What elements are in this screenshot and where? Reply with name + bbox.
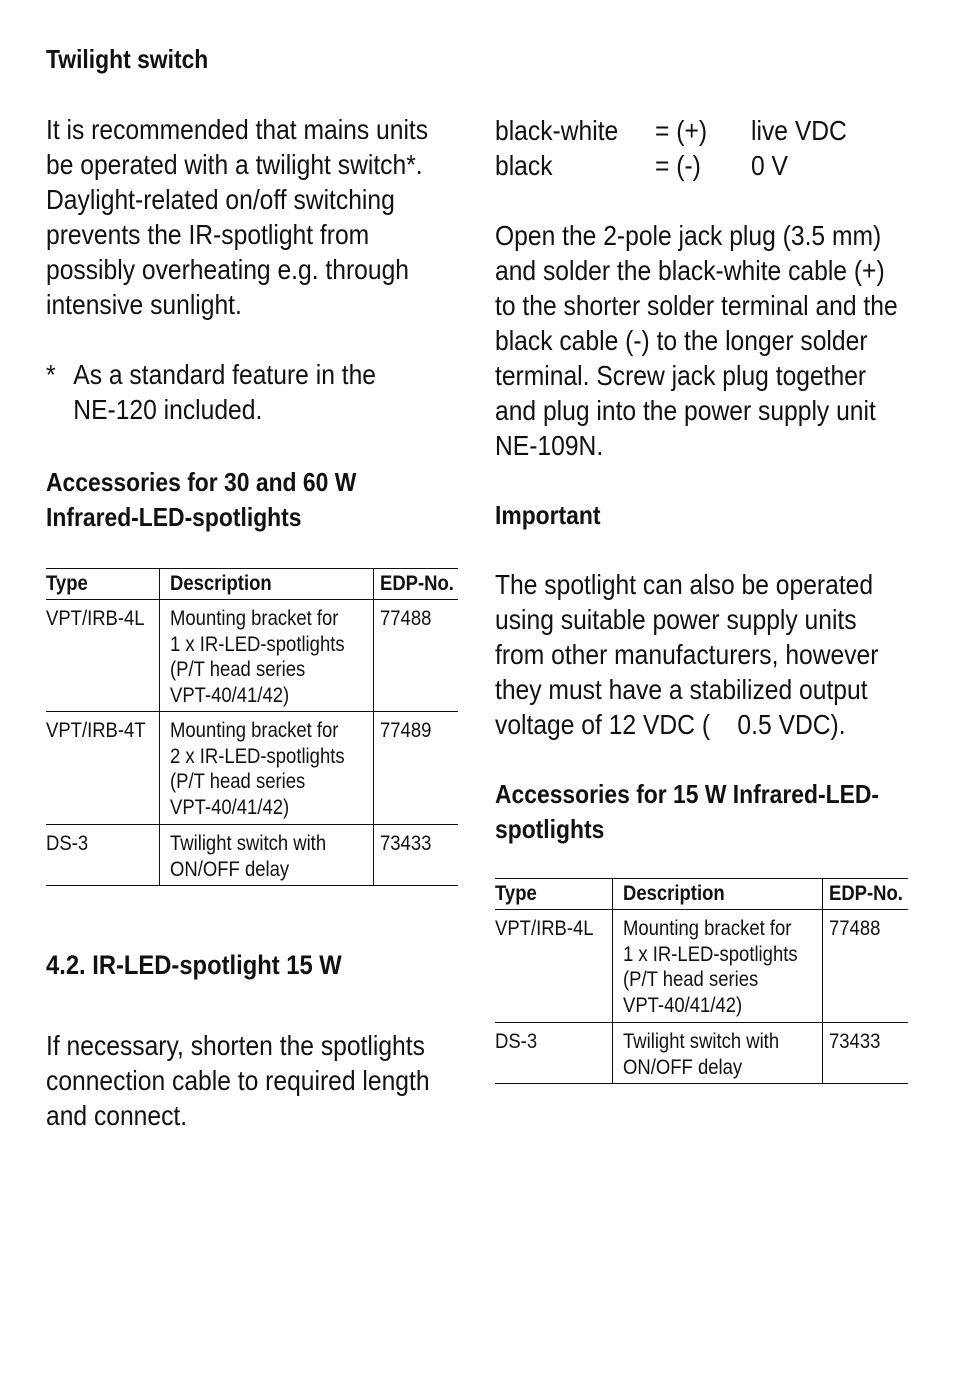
- text-line: to the shorter solder terminal and the: [495, 290, 898, 321]
- column-header-description: Description: [159, 569, 373, 600]
- column-header-edp-no: EDP-No.: [373, 569, 458, 600]
- text-line: possibly overheating e.g. through: [46, 254, 409, 285]
- cell-type: VPT/IRB-4L: [495, 910, 612, 1023]
- cell-edp-no: 77488: [822, 910, 908, 1023]
- column-header-edp-no: EDP-No.: [822, 879, 908, 910]
- table-header-row: [495, 879, 908, 910]
- text-line: using suitable power supply units: [495, 604, 857, 635]
- accessories-heading-15w: [495, 777, 879, 847]
- table-row: [46, 825, 458, 886]
- text-line: voltage of 12 VDC ( 0.5 VDC).: [495, 709, 846, 740]
- text-line: terminal. Screw jack plug together: [495, 360, 867, 391]
- jack-plug-paragraph: [495, 218, 898, 463]
- wiring-meaning: 0 V: [751, 150, 788, 181]
- important-paragraph: [495, 567, 878, 742]
- wiring-cable: black: [495, 150, 553, 181]
- text-line: and plug into the power supply unit: [495, 395, 876, 426]
- column-header-description: Description: [612, 879, 822, 910]
- cell-description: Mounting bracket for 1 x IR-LED-spotlights (P/T head series VPT-40/41/42): [159, 600, 373, 712]
- text-line: If necessary, shorten the spotlights: [46, 1030, 425, 1061]
- cell-type: VPT/IRB-4L: [46, 600, 159, 712]
- wiring-cable: black-white: [495, 115, 619, 146]
- twilight-switch-heading: Twilight switch: [46, 44, 209, 74]
- accessories-table-15w: [495, 878, 908, 1084]
- cell-description: Twilight switch with ON/OFF delay: [159, 825, 373, 886]
- table-row: [46, 712, 458, 825]
- text-line: As a standard feature in the: [73, 359, 376, 390]
- heading-line: Accessories for 30 and 60 W: [46, 467, 357, 497]
- footnote: [46, 357, 409, 427]
- text-line: and solder the black-white cable (+): [495, 255, 885, 286]
- heading-line: spotlights: [495, 814, 605, 844]
- heading-line: Infrared-LED-spotlights: [46, 502, 302, 532]
- wiring-legend: [495, 113, 908, 183]
- cell-edp-no: 73433: [822, 1023, 908, 1084]
- accessories-heading-30-60w: [46, 465, 356, 535]
- important-heading: Important: [495, 500, 601, 530]
- heading-line: Accessories for 15 W Infrared-LED-: [495, 779, 879, 809]
- section-heading-4-2: 4.2. IR-LED-spotlight 15 W: [46, 950, 342, 980]
- wiring-polarity: = (-): [655, 150, 701, 181]
- cell-edp-no: 77488: [373, 600, 458, 712]
- text-line: black cable (-) to the longer solder: [495, 325, 868, 356]
- wiring-meaning: live VDC: [751, 115, 847, 146]
- table-header-row: [46, 569, 458, 600]
- text-line: Open the 2-pole jack plug (3.5 mm): [495, 220, 882, 251]
- text-line: intensive sunlight.: [46, 289, 242, 320]
- cell-edp-no: 73433: [373, 825, 458, 886]
- text-line: It is recommended that mains units: [46, 114, 429, 145]
- text-line: and connect.: [46, 1100, 188, 1131]
- text-line: Daylight-related on/off switching: [46, 184, 395, 215]
- text-line: be operated with a twilight switch*.: [46, 149, 423, 180]
- column-header-type: Type: [46, 569, 159, 600]
- table-row: [495, 1023, 908, 1084]
- table-row: [495, 910, 908, 1023]
- wiring-polarity: = (+): [655, 115, 708, 146]
- cell-type: DS-3: [495, 1023, 612, 1084]
- twilight-paragraph: [46, 112, 428, 322]
- text-line: from other manufacturers, however: [495, 639, 879, 670]
- table-row: [46, 600, 458, 712]
- text-line: NE-120 included.: [73, 394, 263, 425]
- cell-edp-no: 77489: [373, 712, 458, 825]
- footnote-text: [73, 357, 376, 427]
- text-line: connection cable to required length: [46, 1065, 430, 1096]
- accessories-table-30-60w: [46, 568, 458, 886]
- cell-type: VPT/IRB-4T: [46, 712, 159, 825]
- cell-description: Twilight switch with ON/OFF delay: [612, 1023, 822, 1084]
- footnote-marker: *: [46, 359, 56, 390]
- cell-description: Mounting bracket for 2 x IR-LED-spotlights (P/T head series VPT-40/41/42): [159, 712, 373, 825]
- text-line: they must have a stabilized output: [495, 674, 868, 705]
- column-header-type: Type: [495, 879, 612, 910]
- text-line: NE-109N.: [495, 430, 604, 461]
- section-paragraph: [46, 1028, 430, 1133]
- text-line: prevents the IR-spotlight from: [46, 219, 370, 250]
- cell-type: DS-3: [46, 825, 159, 886]
- cell-description: Mounting bracket for 1 x IR-LED-spotlights (P/T head series VPT-40/41/42): [612, 910, 822, 1023]
- text-line: The spotlight can also be operated: [495, 569, 874, 600]
